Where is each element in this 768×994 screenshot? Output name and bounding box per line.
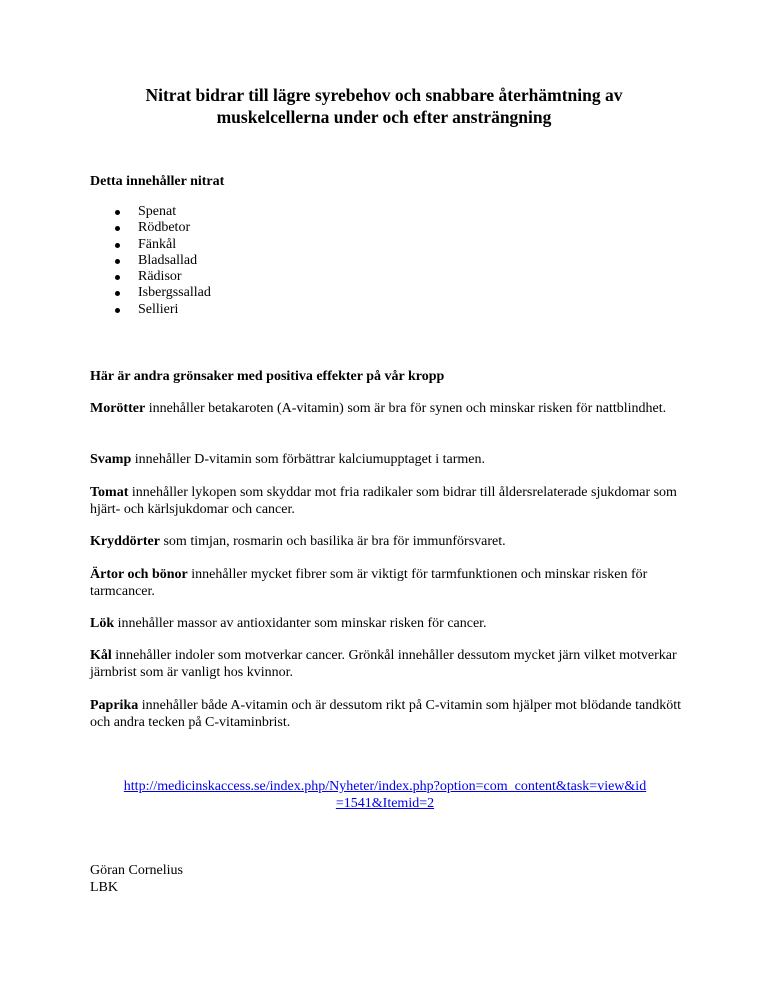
paragraph-bold-term: Kål [90, 648, 112, 663]
paragraph-bold-term: Tomat [90, 485, 129, 500]
paragraph-bold-term: Svamp [90, 452, 132, 467]
paragraph-artor-bonor [90, 566, 690, 600]
paragraph-bold-term: Ärtor och bönor [90, 567, 188, 582]
paragraph-kal [90, 647, 690, 681]
signature-name: Göran Cornelius [90, 863, 183, 878]
paragraph-tomat [90, 484, 690, 518]
other-vegetables-heading: Här är andra grönsaker med positiva effekter på vår kropp [90, 369, 445, 384]
title-line-2: muskelcellerna under och efter ansträngning [216, 107, 552, 127]
list-item: Isbergssallad [112, 285, 211, 301]
paragraph-bold-term: Morötter [90, 401, 146, 416]
paragraph-morotter [90, 400, 690, 417]
paragraph-text: som timjan, rosmarin och basilika är bra för immunförsvaret. [159, 534, 506, 549]
paragraph-text: innehåller betakaroten (A-vitamin) som är bra för synen och minskar risken för nattblindhet. [145, 401, 667, 416]
list-item: Rädisor [112, 269, 211, 285]
title-line-1: Nitrat bidrar till lägre syrebehov och snabbare återhämtning av [145, 85, 623, 105]
paragraph-paprika [90, 697, 690, 731]
paragraph-bold-term: Lök [90, 616, 115, 631]
list-item: Rödbetor [112, 220, 211, 236]
signature [90, 862, 183, 896]
paragraph-text: innehåller både A-vitamin och är dessutom rikt på C-vitamin som hjälper mot blödande tandkött och andra tecken på C-vitaminbrist. [90, 698, 682, 730]
list-item: Sellieri [112, 302, 211, 318]
paragraph-svamp [90, 451, 690, 468]
signature-org: LBK [90, 880, 118, 895]
paragraph-text: innehåller mycket fibrer som är viktigt för tarmfunktionen och minskar risken för tarmcancer. [90, 567, 648, 599]
source-link[interactable] [90, 778, 680, 812]
paragraph-kryddorter [90, 533, 690, 550]
paragraph-text: innehåller D-vitamin som förbättrar kalciumupptaget i tarmen. [131, 452, 486, 467]
list-item: Fänkål [112, 237, 211, 253]
paragraph-text: innehåller indoler som motverkar cancer. Grönkål innehåller dessutom mycket järn vilket motverkar järnbrist som är vanligt hos kvinnor. [90, 648, 677, 680]
nitrat-list [112, 204, 211, 318]
paragraph-bold-term: Kryddörter [90, 534, 160, 549]
page-title [80, 84, 688, 128]
paragraph-bold-term: Paprika [90, 698, 139, 713]
nitrat-heading: Detta innehåller nitrat [90, 174, 225, 189]
source-link-line-1[interactable]: http://medicinskaccess.se/index.php/Nyheter/index.php?option=com_content&task=view&id [123, 779, 647, 794]
paragraph-text: innehåller lykopen som skyddar mot fria radikaler som bidrar till åldersrelaterade sjukdomar som hjärt- och kärlsjukdomar och cancer. [90, 485, 677, 517]
source-link-line-2[interactable]: =1541&Itemid=2 [335, 796, 435, 811]
list-item: Spenat [112, 204, 211, 220]
paragraph-lok [90, 615, 690, 632]
paragraph-text: innehåller massor av antioxidanter som minskar risken för cancer. [114, 616, 487, 631]
list-item: Bladsallad [112, 253, 211, 269]
